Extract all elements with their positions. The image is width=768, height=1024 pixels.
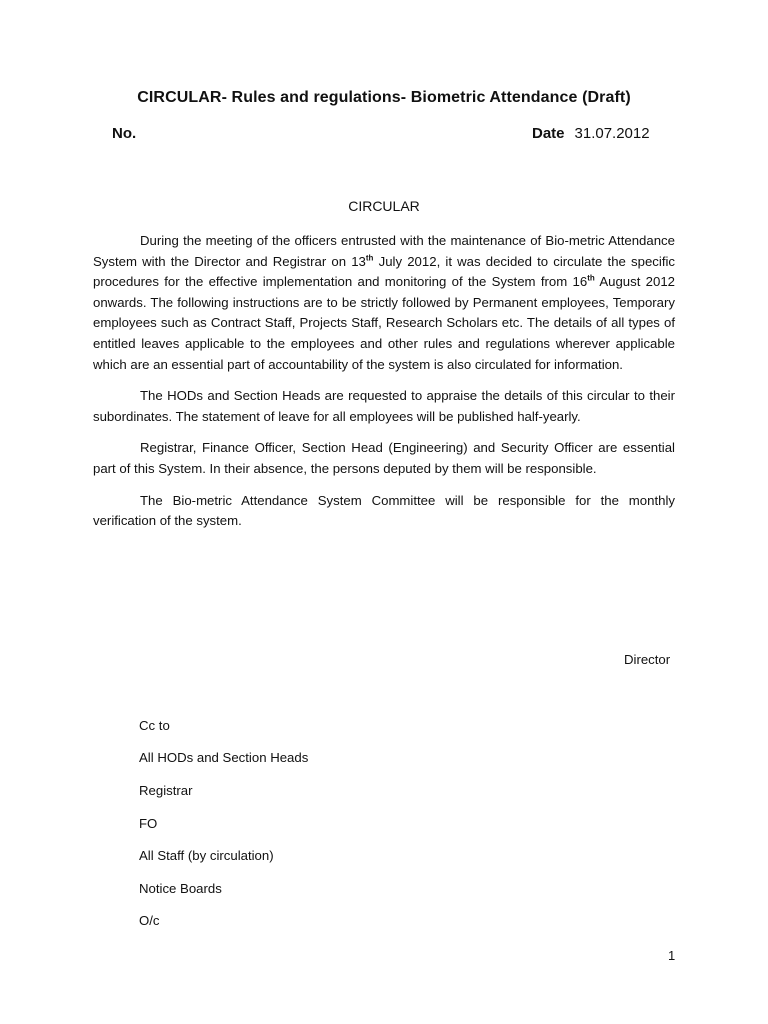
document-title: CIRCULAR- Rules and regulations- Biometric Attendance (Draft) [137, 89, 631, 106]
date-value: 31.07.2012 [574, 125, 650, 142]
cc-item: All HODs and Section Heads [139, 750, 309, 765]
paragraph-4: The Bio-metric Attendance System Committee will be responsible for the monthly verification of the system. [93, 492, 675, 529]
cc-item: FO [139, 816, 158, 831]
circular-body [93, 231, 675, 543]
cc-item: All Staff (by circulation) [139, 848, 274, 863]
date-label: Date [532, 125, 565, 142]
cc-item: O/c [139, 913, 160, 928]
page-number: 1 [668, 948, 676, 963]
date-line [532, 125, 650, 142]
cc-item: Notice Boards [139, 881, 222, 896]
paragraph-2: The HODs and Section Heads are requested to appraise the details of this circular to their subordinates. The statement of leave for all employees will be published half-yearly. [93, 388, 675, 424]
cc-item: Registrar [139, 783, 193, 798]
paragraph-3: Registrar, Finance Officer, Section Head (Engineering) and Security Officer are essential part of this System. In their absence, the persons deputed by them will be responsible. [93, 440, 675, 476]
circular-number-label: No. [112, 125, 137, 142]
circular-heading: CIRCULAR [348, 198, 420, 214]
cc-heading: Cc to [139, 718, 170, 733]
paragraph-1: During the meeting of the officers entrusted with the maintenance of Bio-metric Attendance System with the Director and Registrar on 13th July 2012, it was decided to circulate the specific procedures for the effective implementation and monitoring of the System from 16th August 2012 onwards. The following instructions are to be strictly followed by Permanent employees, Temporary employees such as Contract Staff, Projects Staff, Research Scholars etc. The details of all types of entitled leaves applicable to the employees and other rules and regulations wherever applicable which are an essential part of accountability of the system is also circulated for information. [93, 233, 676, 372]
signatory: Director [624, 652, 671, 667]
